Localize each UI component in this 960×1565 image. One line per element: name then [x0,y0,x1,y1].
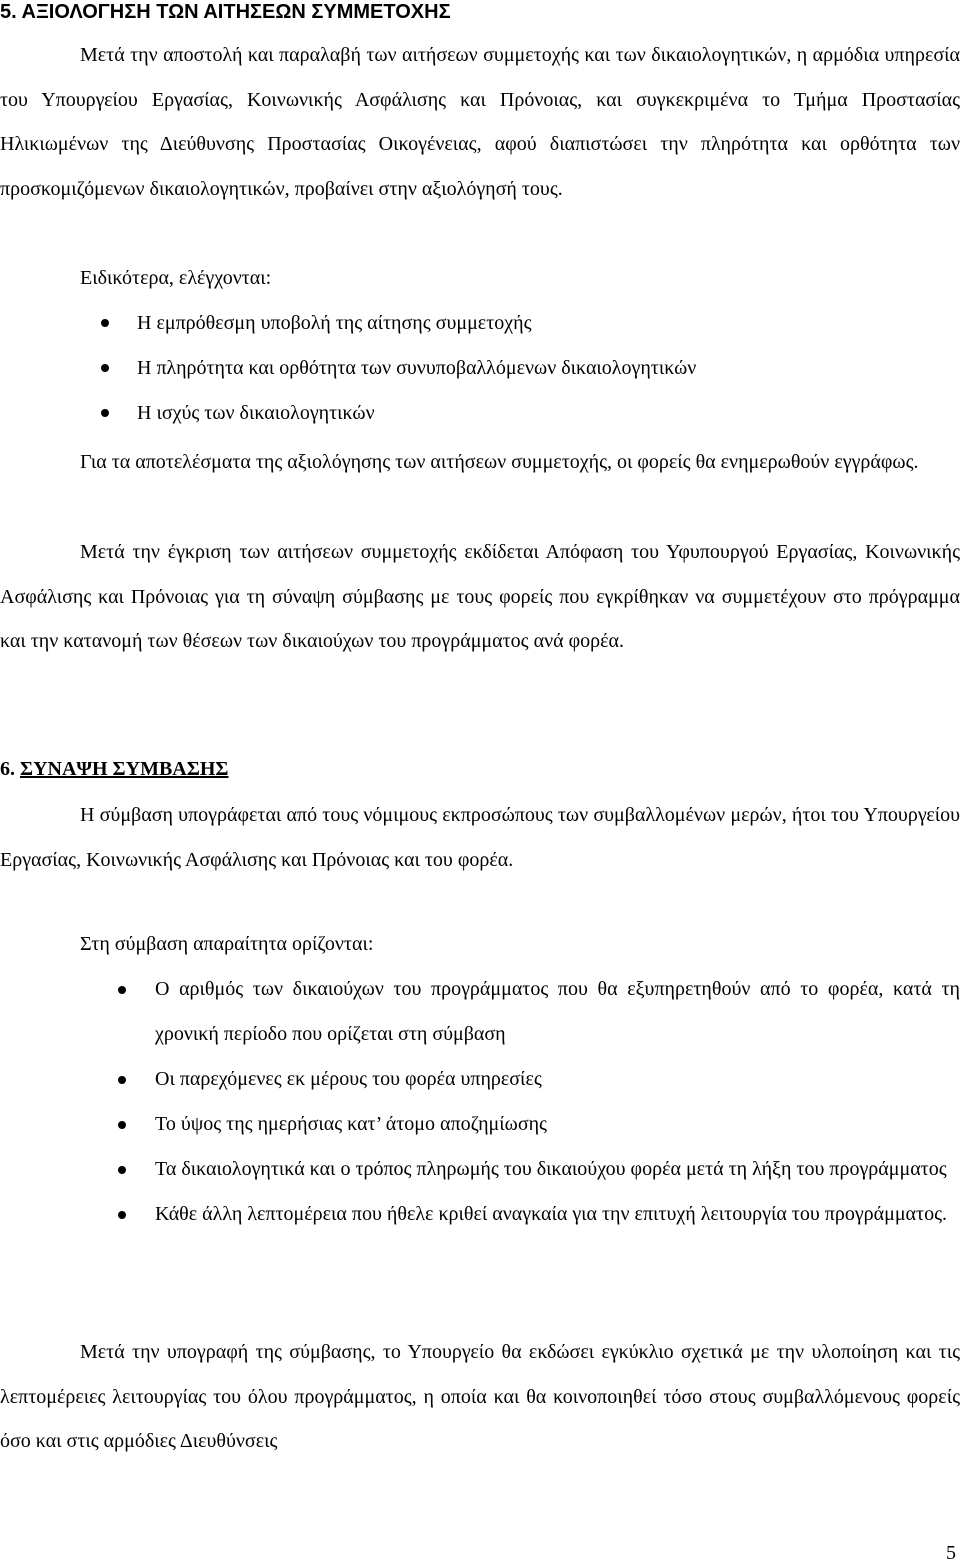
bullet-icon [118,1166,126,1174]
list-item-text: Η ισχύς των δικαιολογητικών [137,402,375,424]
bullet-icon [101,319,109,327]
section-5-heading: 5. ΑΞΙΟΛΟΓΗΣΗ ΤΩΝ ΑΙΤΗΣΕΩΝ ΣΥΜΜΕΤΟΧΗΣ [0,1,451,23]
bullet-icon [101,364,109,372]
list-item-text: Το ύψος της ημερήσιας κατ’ άτομο αποζημίωσης [155,1113,547,1135]
list-item-text: Τα δικαιολογητικά και ο τρόπος πληρωμής του δικαιούχου φορέα μετά τη λήξη του προγράμματος [155,1158,947,1180]
bullet-icon [118,1211,126,1219]
list-item [155,1192,960,1237]
list-item [155,967,960,1057]
bullet-icon [118,1076,126,1084]
bullet-icon [101,409,109,417]
list-item [137,398,696,443]
section-5-intro-paragraph: Μετά την αποστολή και παραλαβή των αιτήσεων συμμετοχής και των δικαιολογητικών, η αρμόδια υπηρεσία του Υπουργείου Εργασίας, Κοινωνικής Ασφάλισης και Πρόνοιας, και συγκεκριμένα το Τμήμα Προστασίας Ηλικιωμένων της Διεύθυνσης Προστασίας Οικογένειας, αφού διαπιστώσει την πληρότητα και ορθότητα των προσκομιζόμενων δικαιολογητικών, προβαίνει στην αξιολόγησή τους. [0,44,960,200]
checks-list [137,308,696,443]
list-item [155,1147,960,1192]
approval-paragraph: Μετά την έγκριση των αιτήσεων συμμετοχής εκδίδεται Απόφαση του Υφυπουργού Εργασίας, Κοινωνικής Ασφάλισης και Πρόνοιας για τη σύναψη σύμβασης με τους φορείς που εγκρίθηκαν να συμμετέχουν στο πρόγραμμα και την κατανομή των θέσεων των δικαιούχων του προγράμματος ανά φορέα. [0,541,960,652]
list-item-text: Κάθε άλλη λεπτομέρεια που ήθελε κριθεί αναγκαία για την επιτυχή λειτουργία του προγράμματος. [155,1203,947,1225]
terms-list [155,967,960,1237]
list-item [155,1102,960,1147]
list-item-text: Η πληρότητα και ορθότητα των συνυποβαλλόμενων δικαιολογητικών [137,357,697,379]
checks-intro: Ειδικότερα, ελέγχονται: [80,267,272,289]
section-number: 6. [0,758,15,780]
results-paragraph: Για τα αποτελέσματα της αξιολόγησης των αιτήσεων συμμετοχής, οι φορείς θα ενημερωθούν εγγράφως. [80,451,919,473]
list-item [137,308,696,353]
bullet-icon [118,1121,126,1129]
page-number: 5 [946,1542,956,1564]
list-item-text: Ο αριθμός των δικαιούχων του προγράμματος που θα εξυπηρετηθούν από το φορέα, κατά τη χρονική περίοδο που ορίζεται στη σύμβαση [155,978,960,1045]
closing-paragraph: Μετά την υπογραφή της σύμβασης, το Υπουργείο θα εκδώσει εγκύκλιο σχετικά με την υλοποίηση και τις λεπτομέρειες λειτουργίας του όλου προγράμματος, η οποία και θα κοινοποιηθεί τόσο στους συμβαλλόμενους φορείς όσο και στις αρμόδιες Διευθύνσεις [0,1341,960,1452]
section-6-heading [0,754,228,784]
section-title: ΣΥΝΑΨΗ ΣΥΜΒΑΣΗΣ [20,758,229,780]
list-item [155,1057,960,1102]
bullet-icon [118,986,126,994]
list-item-text: Οι παρεχόμενες εκ μέρους του φορέα υπηρεσίες [155,1068,542,1090]
list-item [137,353,696,398]
list-item-text: Η εμπρόθεσμη υποβολή της αίτησης συμμετοχής [137,312,532,334]
terms-intro: Στη σύμβαση απαραίτητα ορίζονται: [80,933,374,955]
section-6-intro-paragraph: Η σύμβαση υπογράφεται από τους νόμιμους εκπροσώπους των συμβαλλομένων μερών, ήτοι του Υπουργείου Εργασίας, Κοινωνικής Ασφάλισης και Πρόνοιας και του φορέα. [0,804,960,871]
